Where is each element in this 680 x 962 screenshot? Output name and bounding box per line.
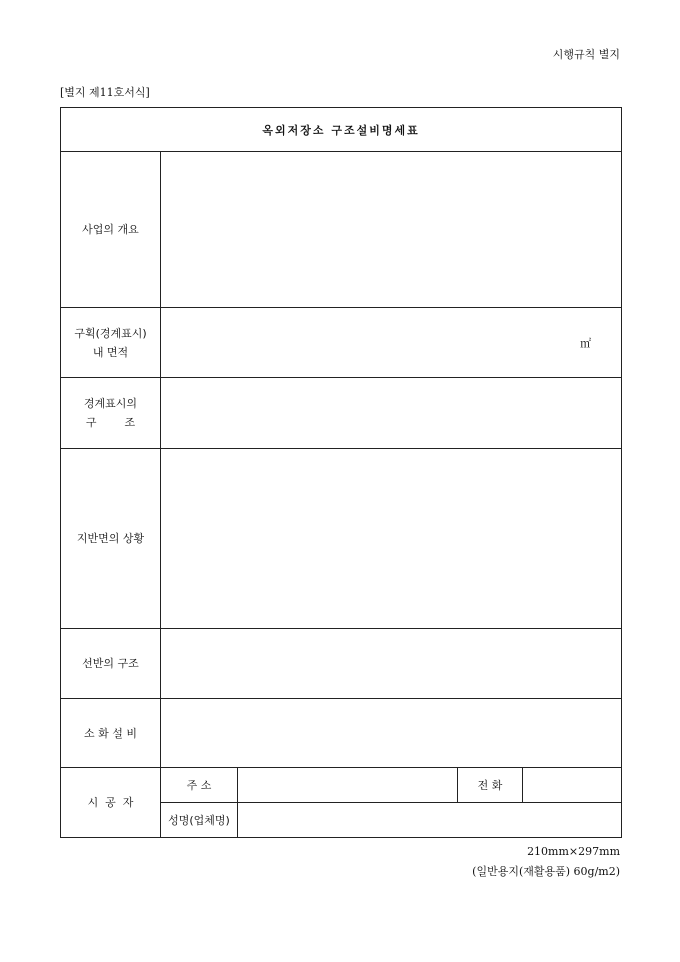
address-label: 주 소 bbox=[161, 768, 238, 803]
paper-size: 210mm×297mm bbox=[527, 845, 620, 858]
boundary-label-line-1: 경계표시의 bbox=[83, 397, 138, 410]
ground-condition-field[interactable] bbox=[161, 449, 622, 629]
area-label-line-2: 내 면적 bbox=[92, 345, 129, 359]
structure-specification-table bbox=[60, 107, 622, 838]
boundary-structure-field[interactable] bbox=[161, 378, 622, 449]
form-title: 옥외저장소 구조설비명세표 bbox=[61, 108, 622, 152]
boundary-label-line-2: 구 조 bbox=[85, 416, 136, 429]
phone-label: 전 화 bbox=[458, 768, 523, 803]
ground-condition-label: 지반면의 상황 bbox=[61, 449, 161, 629]
constructor-label-text: 시 공 자 bbox=[87, 796, 134, 809]
business-overview-label: 사업의 개요 bbox=[61, 152, 161, 308]
boundary-structure-label bbox=[61, 378, 161, 449]
name-company-label: 성명(업체명) bbox=[161, 803, 238, 838]
area-field[interactable] bbox=[161, 308, 622, 378]
area-label bbox=[61, 308, 161, 378]
regulation-label: 시행규칙 별지 bbox=[552, 48, 620, 61]
constructor-label bbox=[61, 768, 161, 838]
name-company-field[interactable] bbox=[238, 803, 622, 838]
address-field[interactable] bbox=[238, 768, 458, 803]
business-overview-field[interactable] bbox=[161, 152, 622, 308]
form-number: [별지 제11호서식] bbox=[60, 86, 150, 99]
area-unit: ㎡ bbox=[580, 336, 592, 350]
paper-type: (일반용지(재활용품) 60g/m2) bbox=[472, 865, 620, 878]
fire-equipment-label: 소 화 설 비 bbox=[61, 699, 161, 768]
shelf-structure-field[interactable] bbox=[161, 629, 622, 699]
area-label-line-1: 구획(경계표시) bbox=[74, 326, 147, 340]
phone-field[interactable] bbox=[523, 768, 622, 803]
shelf-structure-label: 선반의 구조 bbox=[61, 629, 161, 699]
fire-equipment-field[interactable] bbox=[161, 699, 622, 768]
